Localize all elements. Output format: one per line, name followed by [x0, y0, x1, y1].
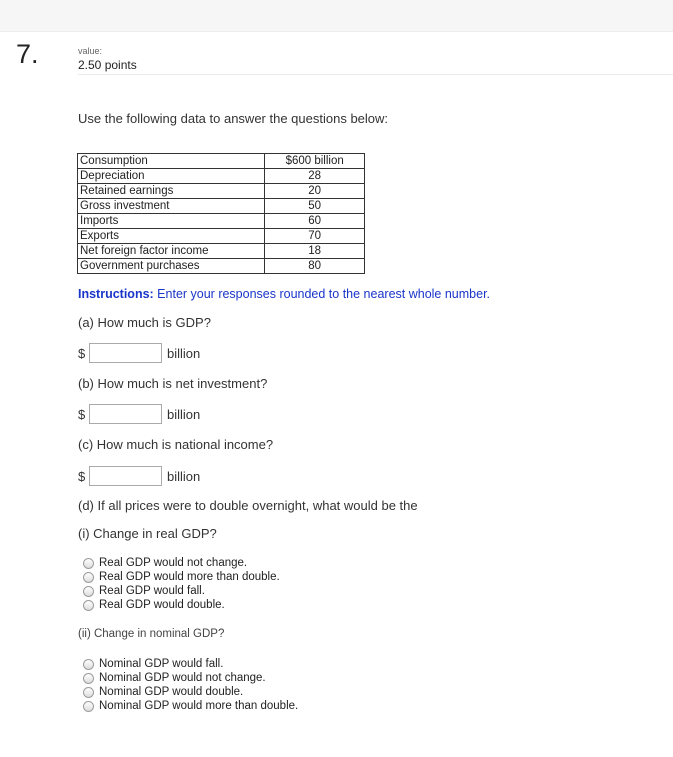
- row-value: 18: [265, 244, 365, 259]
- radio-button[interactable]: [83, 687, 94, 698]
- nominal-gdp-radio-group: [83, 657, 298, 713]
- row-label: Exports: [78, 229, 265, 244]
- row-value: 60: [265, 214, 365, 229]
- radio-button[interactable]: [83, 701, 94, 712]
- radio-button[interactable]: [83, 673, 94, 684]
- currency-symbol: $: [78, 345, 86, 361]
- value-label: value:: [78, 46, 103, 56]
- radio-option[interactable]: [83, 584, 280, 598]
- row-label: Imports: [78, 214, 265, 229]
- radio-label: Nominal GDP would more than double.: [99, 700, 299, 712]
- question-b: (b) How much is net investment?: [78, 376, 268, 391]
- row-label: Government purchases: [78, 259, 265, 274]
- points-value: 2.50 points: [78, 58, 137, 72]
- radio-option[interactable]: [83, 671, 298, 685]
- data-table: [77, 153, 365, 274]
- unit-label: billion: [167, 345, 201, 361]
- radio-label: Real GDP would not change.: [99, 557, 248, 569]
- radio-label: Real GDP would more than double.: [99, 571, 280, 583]
- unit-label: billion: [167, 468, 201, 484]
- answer-row-b: [78, 404, 200, 424]
- instructions-text: Enter your responses rounded to the nearest whole number.: [153, 287, 491, 301]
- radio-option[interactable]: [83, 556, 280, 570]
- net-investment-input[interactable]: [89, 404, 162, 424]
- row-label: Consumption: [78, 154, 265, 169]
- radio-option[interactable]: [83, 685, 298, 699]
- row-value: 70: [265, 229, 365, 244]
- row-value: 28: [265, 169, 365, 184]
- table-row: [78, 229, 365, 244]
- row-label: Depreciation: [78, 169, 265, 184]
- radio-option[interactable]: [83, 570, 280, 584]
- table-row: [78, 199, 365, 214]
- table-row: [78, 259, 365, 274]
- table-row: [78, 214, 365, 229]
- instructions-label: Instructions:: [78, 287, 154, 301]
- row-label: Net foreign factor income: [78, 244, 265, 259]
- table-row: [78, 154, 365, 169]
- unit-label: billion: [167, 406, 201, 422]
- table-row: [78, 169, 365, 184]
- radio-button[interactable]: [83, 558, 94, 569]
- answer-row-a: [78, 343, 200, 363]
- answer-row-c: [78, 466, 200, 486]
- question-number: 7.: [16, 39, 39, 69]
- top-band: [0, 0, 673, 32]
- header-divider: [78, 74, 673, 75]
- radio-label: Nominal GDP would double.: [99, 686, 244, 698]
- intro-text: Use the following data to answer the questions below:: [78, 111, 389, 126]
- question-d-i: (i) Change in real GDP?: [78, 526, 217, 541]
- radio-button[interactable]: [83, 586, 94, 597]
- radio-label: Nominal GDP would not change.: [99, 672, 266, 684]
- real-gdp-radio-group: [83, 556, 280, 612]
- radio-label: Real GDP would double.: [99, 599, 225, 611]
- currency-symbol: $: [78, 468, 86, 484]
- radio-option[interactable]: [83, 699, 298, 713]
- radio-option[interactable]: [83, 598, 280, 612]
- instructions: [78, 287, 490, 301]
- national-income-input[interactable]: [89, 466, 162, 486]
- question-d-ii: (ii) Change in nominal GDP?: [78, 628, 225, 640]
- row-value: 50: [265, 199, 365, 214]
- radio-button[interactable]: [83, 659, 94, 670]
- table-row: [78, 184, 365, 199]
- question-c: (c) How much is national income?: [78, 437, 274, 452]
- table-row: [78, 244, 365, 259]
- radio-label: Nominal GDP would fall.: [99, 658, 224, 670]
- row-label: Retained earnings: [78, 184, 265, 199]
- question-d: (d) If all prices were to double overnight, what would be the: [78, 498, 418, 513]
- question-a: (a) How much is GDP?: [78, 315, 211, 330]
- row-value: 80: [265, 259, 365, 274]
- radio-button[interactable]: [83, 572, 94, 583]
- radio-label: Real GDP would fall.: [99, 585, 205, 597]
- radio-button[interactable]: [83, 600, 94, 611]
- currency-symbol: $: [78, 406, 86, 422]
- row-label: Gross investment: [78, 199, 265, 214]
- gdp-input[interactable]: [89, 343, 162, 363]
- radio-option[interactable]: [83, 657, 298, 671]
- row-value: $600 billion: [265, 154, 365, 169]
- row-value: 20: [265, 184, 365, 199]
